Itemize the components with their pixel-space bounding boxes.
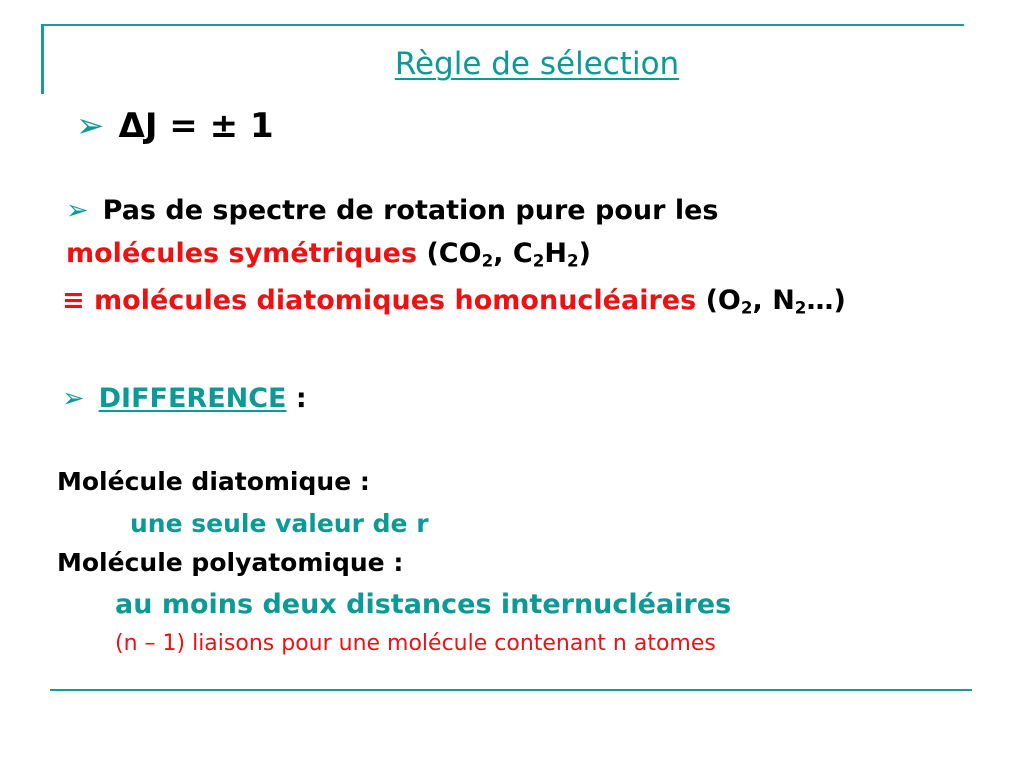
- symmetric-example-text: (CO: [417, 238, 482, 269]
- polyatomic-label: Molécule polyatomique :: [57, 548, 404, 577]
- no-rotation-spectrum-text: Pas de spectre de rotation pure pour les: [102, 195, 719, 226]
- homonuclear-example-text: , N: [752, 285, 795, 316]
- subscript: 2: [740, 297, 753, 318]
- homonuclear-line: [62, 285, 846, 316]
- homonuclear-example-text: (O: [696, 285, 741, 316]
- polyatomic-note: (n – 1) liaisons pour une molécule contenant n atomes: [115, 631, 716, 656]
- difference-heading-line: [62, 383, 307, 414]
- top-rule: [42, 24, 964, 26]
- polyatomic-value: au moins deux distances internucléaires: [115, 589, 732, 620]
- arrow-bullet-icon: ➢: [76, 106, 105, 146]
- no-rotation-spectrum-line: [66, 195, 718, 226]
- equivalence-symbol: ≡: [62, 285, 95, 316]
- homonuclear-label: molécules diatomiques homonucléaires: [94, 285, 697, 316]
- subscript: 2: [794, 297, 807, 318]
- selection-rule-line: [76, 106, 274, 146]
- symmetric-molecules-line: [66, 238, 591, 269]
- homonuclear-example-text: …): [806, 285, 846, 316]
- arrow-bullet-icon: ➢: [66, 195, 89, 226]
- diatomic-value: une seule valeur de r: [130, 509, 429, 538]
- symmetric-example-text: H: [544, 238, 567, 269]
- subscript: 2: [566, 250, 579, 271]
- bottom-rule: [50, 689, 972, 691]
- symmetric-molecules-label: molécules symétriques: [66, 238, 418, 269]
- diatomic-label: Molécule diatomique :: [57, 467, 370, 496]
- symmetric-example-text: ): [578, 238, 591, 269]
- difference-colon: :: [286, 383, 307, 414]
- difference-heading: DIFFERENCE: [98, 383, 287, 414]
- subscript: 2: [532, 250, 545, 271]
- slide-title: Règle de sélection: [394, 46, 680, 82]
- arrow-bullet-icon: ➢: [62, 383, 85, 414]
- selection-rule-text: ΔJ = ± 1: [118, 106, 274, 146]
- subscript: 2: [481, 250, 494, 271]
- symmetric-example-text: , C: [493, 238, 533, 269]
